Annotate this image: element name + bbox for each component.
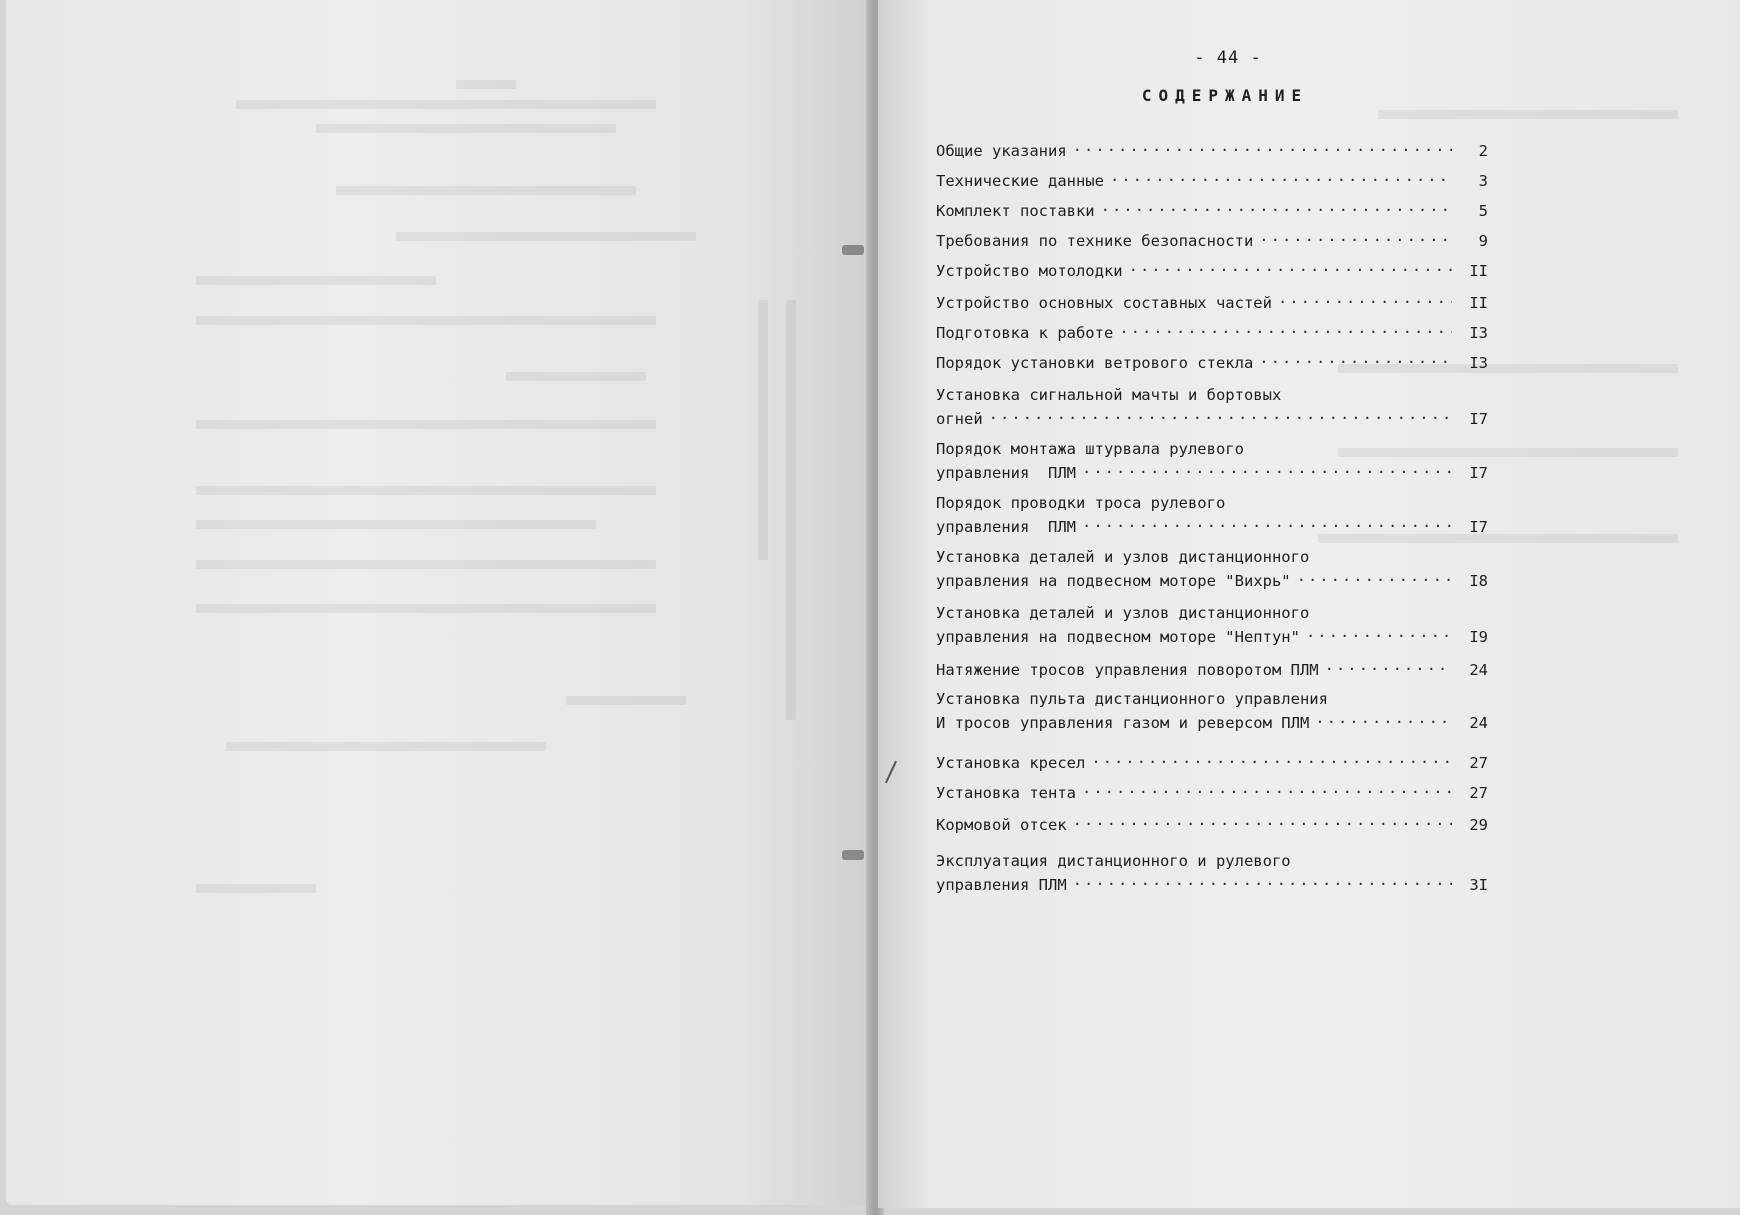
toc-entry (936, 384, 1488, 430)
toc-entry-title: Технические данные (936, 172, 1104, 190)
dot-leader (1315, 710, 1452, 728)
dot-leader (1073, 872, 1452, 890)
toc-entry-page: 3I (1469, 876, 1488, 894)
dot-leader (1259, 228, 1452, 246)
toc-entry (936, 546, 1488, 592)
toc-entry-page: 5 (1478, 202, 1488, 220)
left-page-blank (6, 0, 872, 1205)
staple-mark (842, 245, 864, 255)
toc-entry-page: II (1469, 262, 1488, 280)
toc-entry-page: I7 (1469, 410, 1488, 428)
dot-leader (1278, 290, 1452, 308)
dot-leader (1129, 258, 1452, 276)
toc-entry-title: Устройство основных составных частей (936, 294, 1272, 312)
toc-entry-title: управления ПЛМ (936, 518, 1076, 536)
toc-entry-page: I3 (1469, 324, 1488, 342)
toc-entry-title: Кормовой отсек (936, 816, 1067, 834)
dot-leader (1082, 460, 1452, 478)
toc-entry-title: управления на подвесном моторе "Вихрь" (936, 572, 1291, 590)
toc-entry (936, 320, 1488, 344)
dot-leader (1325, 657, 1452, 675)
toc-entry-page: 3 (1478, 172, 1488, 190)
toc-entry-title: Порядок проводки троса рулевого (936, 494, 1226, 512)
toc-entry-title: управления на подвесном моторе "Нептун" (936, 628, 1300, 646)
toc-entry-page: I7 (1469, 518, 1488, 536)
toc-entry (936, 688, 1488, 734)
dot-leader (1082, 514, 1452, 532)
toc-entry-page: I8 (1469, 572, 1488, 590)
toc-entry-title: И тросов управления газом и реверсом ПЛМ (936, 714, 1310, 732)
toc-entry-title: Установка деталей и узлов дистанционного (936, 548, 1310, 566)
toc-entry-page: I3 (1469, 354, 1488, 372)
toc-entry-title: Порядок монтажа штурвала рулевого (936, 440, 1244, 458)
toc-entry (936, 228, 1488, 252)
staple-mark (842, 850, 864, 860)
toc-entry (936, 168, 1488, 192)
toc-entry-page: I7 (1469, 464, 1488, 482)
toc-entry-title: Эксплуатация дистанционного и рулевого (936, 852, 1291, 870)
toc-entry-page: 29 (1469, 816, 1488, 834)
toc-entry (936, 812, 1488, 836)
toc-entry (936, 350, 1488, 374)
toc-entry (936, 780, 1488, 804)
toc-entry (936, 198, 1488, 222)
toc-entry-title: Порядок установки ветрового стекла (936, 354, 1254, 372)
toc-entry-page: 27 (1469, 754, 1488, 772)
toc-entry (936, 258, 1488, 282)
toc-entry-title: Натяжение тросов управления поворотом ПЛМ (936, 661, 1319, 679)
toc-entry-title: Общие указания (936, 142, 1067, 160)
toc-entry (936, 138, 1488, 162)
toc-entry-page: 24 (1469, 714, 1488, 732)
toc-entry-page: 27 (1469, 784, 1488, 802)
toc-entry-title: Устройство мотолодки (936, 262, 1123, 280)
dot-leader (1073, 812, 1452, 830)
dot-leader (1082, 780, 1452, 798)
toc-entry-page: 24 (1469, 661, 1488, 679)
toc-entry (936, 438, 1488, 484)
dot-leader (1101, 198, 1452, 216)
toc-entry-page: II (1469, 294, 1488, 312)
toc-entry-title: Установка кресел (936, 754, 1086, 772)
toc-entry-page: 9 (1478, 232, 1488, 250)
dot-leader (1110, 168, 1452, 186)
toc-entry (936, 750, 1488, 774)
toc-entry (936, 492, 1488, 538)
toc-entry-page: 2 (1478, 142, 1488, 160)
toc-entry-title: Требования по технике безопасности (936, 232, 1254, 250)
toc-title: СОДЕРЖАНИЕ (1141, 86, 1309, 105)
toc-entry-title: Комплект поставки (936, 202, 1095, 220)
toc-entry-title: Установка деталей и узлов дистанционного (936, 604, 1310, 622)
dot-leader (1297, 568, 1452, 586)
toc-entry-title: управления ПЛМ (936, 876, 1067, 894)
dot-leader (1073, 138, 1452, 156)
dot-leader (989, 406, 1452, 424)
toc-entry-title: Подготовка к работе (936, 324, 1114, 342)
dot-leader (1119, 320, 1452, 338)
toc-entry (936, 657, 1488, 681)
dot-leader (1259, 350, 1452, 368)
toc-entry (936, 850, 1488, 896)
toc-entry-title: Установка тента (936, 784, 1076, 802)
toc-entry-title: Установка сигнальной мачты и бортовых (936, 386, 1282, 404)
toc-entry (936, 290, 1488, 314)
toc-entry-title: Установка пульта дистанционного управления (936, 690, 1328, 708)
dot-leader (1091, 750, 1452, 768)
toc-entry-title: огней (936, 410, 983, 428)
dot-leader (1306, 624, 1452, 642)
toc-entry (936, 602, 1488, 648)
page-number: - 44 - (1194, 48, 1262, 68)
toc-entry-title: управления ПЛМ (936, 464, 1076, 482)
toc-entry-page: I9 (1469, 628, 1488, 646)
